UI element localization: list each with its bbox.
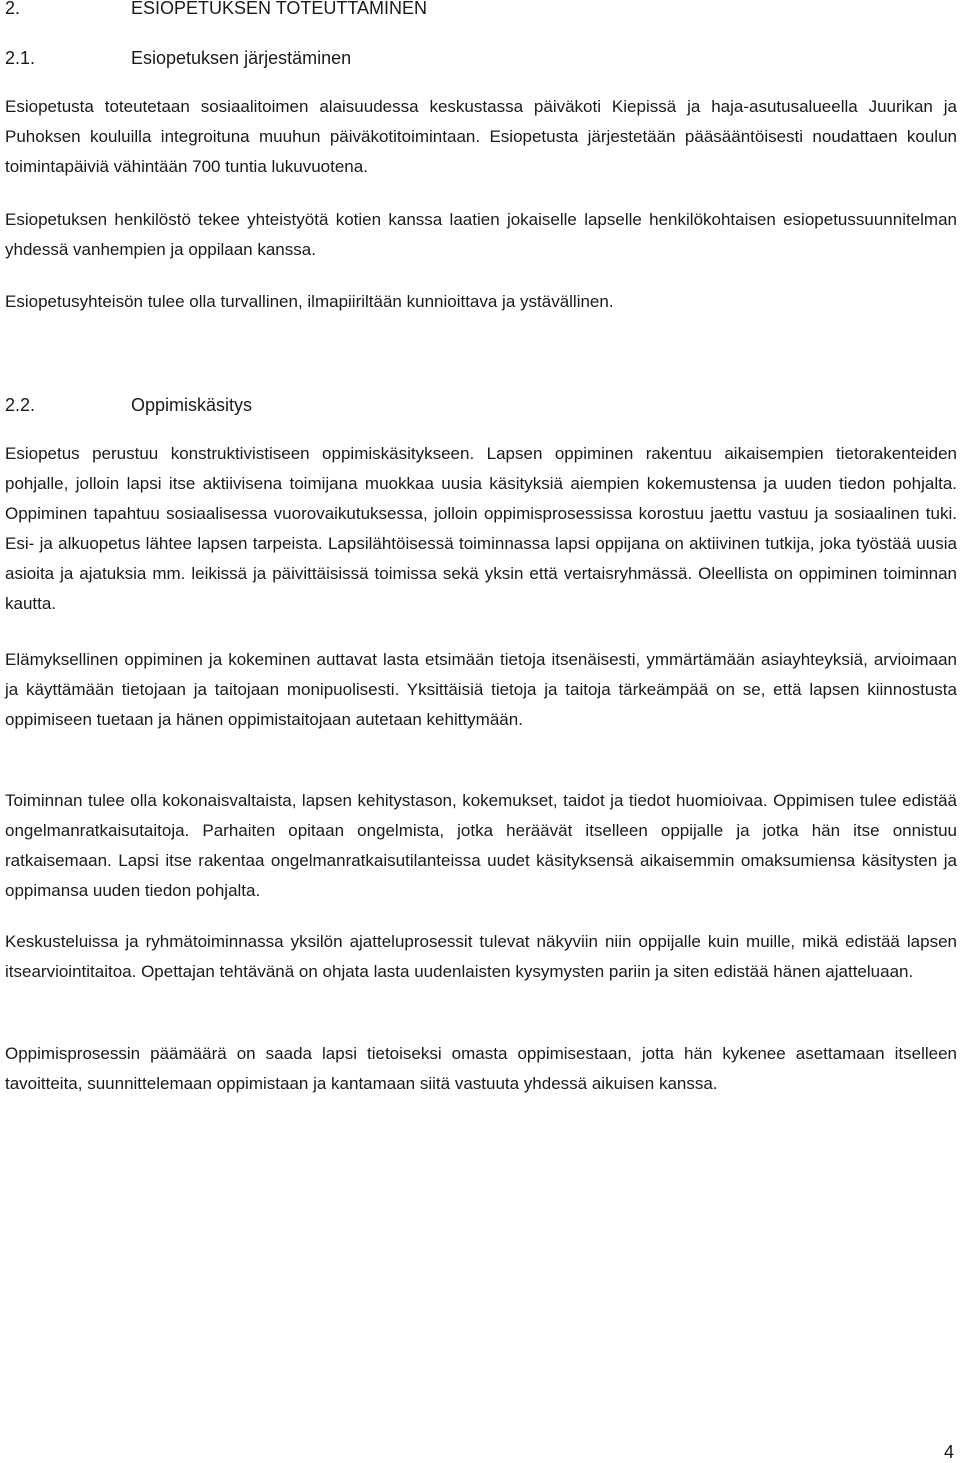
paragraph-staff: Esiopetuksen henkilöstö tekee yhteistyötä kotien kanssa laatien jokaiselle lapselle henkilökohtaisen esiopetussuunnitelman yhdessä vanhempien ja oppilaan kanssa. (5, 210, 957, 259)
paragraph-discussion: Keskusteluissa ja ryhmätoiminnassa yksilön ajatteluprosessit tulevat näkyviin niin oppijalle kuin muille, mikä edistää lapsen itsearviointitaitoa. Opettajan tehtävänä on ohjata lasta uudenlaisten kysymysten pariin ja siten edistää hänen ajatteluaan. (5, 932, 957, 981)
section-heading-2-2 (5, 394, 252, 416)
paragraph-experiential-learning: Elämyksellinen oppiminen ja kokeminen auttavat lasta etsimään tietoja itsenäisesti, ymmärtämään asiayhteyksiä, arvioimaan ja käyttämään tietojaan ja taitojaan monipuolisesti. Yksittäisiä tietoja ja taitoja tärkeämpää on se, että lapsen kiinnostusta oppimiseen tuetaan ja hänen oppimistaitojaan autetaan kehittymään. (5, 650, 957, 729)
section-heading-2-1 (5, 47, 351, 69)
paragraph-community: Esiopetusyhteisön tulee olla turvallinen, ilmapiiriltään kunnioittava ja ystävällinen. (5, 292, 614, 311)
section-title: Oppimiskäsitys (131, 395, 253, 415)
paragraph-learning-goal: Oppimisprosessin päämäärä on saada lapsi tietoiseksi omasta oppimisestaan, jotta hän kykenee asettamaan itselleen tavoitteita, suunnittelemaan oppimistaan ja kantamaan siitä vastuuta yhdessä aikuisen kanssa. (5, 1044, 957, 1093)
section-number: 2. (5, 0, 21, 18)
section-number: 2.2. (5, 395, 36, 415)
section-heading-2 (5, 0, 427, 19)
paragraph-holistic-activity: Toiminnan tulee olla kokonaisvaltaista, lapsen kehitystason, kokemukset, taidot ja tiedot huomioivaa. Oppimisen tulee edistää ongelmanratkaisutaitoja. Parhaiten opitaan ongelmista, jotka heräävät itselleen oppijalle ja jotka hän itse onnistuu ratkaisemaan. Lapsi itse rakentaa ongelmanratkaisutilanteissa uudet käsityksensä aikaisemmin omaksumiensa käsitysten ja oppimansa uuden tiedon pohjalta. (5, 791, 957, 900)
paragraph-learning-concept: Esiopetus perustuu konstruktivistiseen oppimiskäsitykseen. Lapsen oppiminen rakentuu aikaisempien tietorakenteiden pohjalle, jolloin lapsi itse aktiivisena toimijana muokkaa uusia käsityksiä aiempien kokemustensa ja uuden tiedon pohjalta. Oppiminen tapahtuu sosiaalisessa vuorovaikutuksessa, jolloin oppimisprosessissa korostuu jaettu vastuu ja sosiaalinen tuki. Esi- ja alkuopetus lähtee lapsen tarpeista. Lapsilähtöisessä toiminnassa lapsi oppijana on aktiivinen tutkija, joka työstää uusia asioita ja ajatuksia mm. leikissä ja päivittäisissä toimissa sekä yksin että vertaisryhmässä. Oleellista on oppiminen toiminnan kautta. (5, 444, 957, 613)
section-title: Esiopetuksen järjestäminen (131, 48, 352, 68)
paragraph-organization: Esiopetusta toteutetaan sosiaalitoimen alaisuudessa keskustassa päiväkoti Kiepissä ja haja-asutusalueella Juurikan ja Puhoksen kouluilla integroituna muuhun päiväkotitoimintaan. Esiopetusta järjestetään pääsääntöisesti noudattaen koulun toimintapäiviä vähintään 700 tuntia lukuvuotena. (5, 97, 957, 176)
section-number: 2.1. (5, 48, 36, 68)
page-number: 4 (943, 1442, 954, 1462)
section-title: ESIOPETUKSEN TOTEUTTAMINEN (131, 0, 428, 18)
